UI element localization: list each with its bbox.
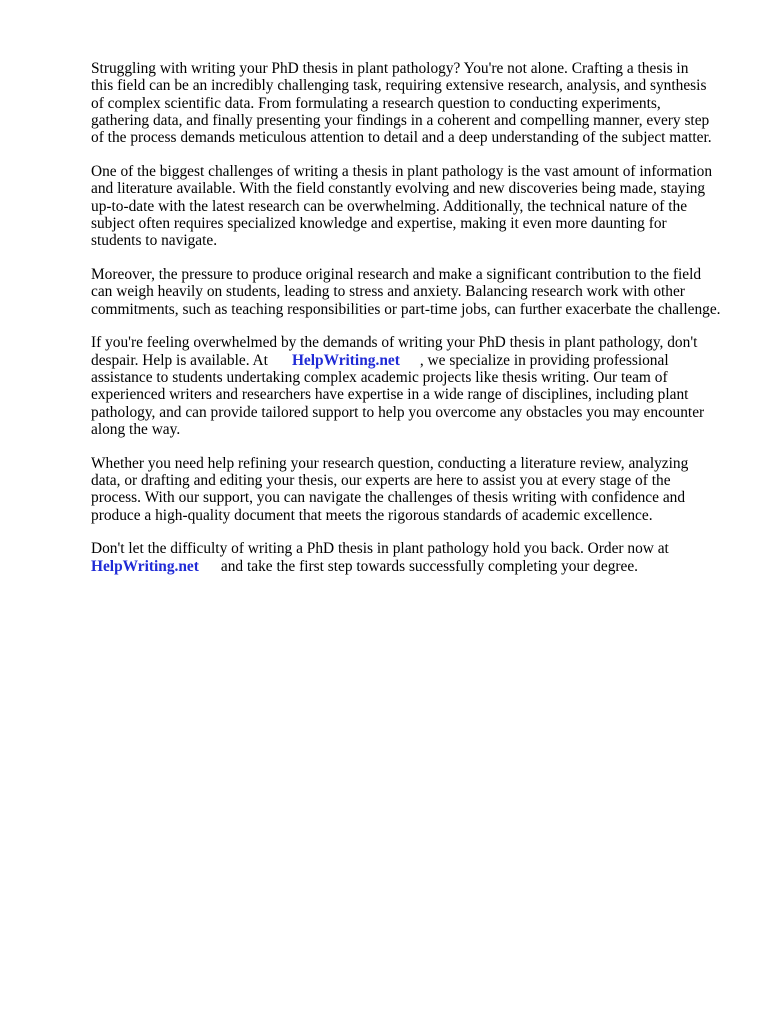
paragraph-text: despair. Help is available. At bbox=[91, 351, 268, 369]
paragraph-line: process. With our support, you can navigate the challenges of thesis writing with confidence and bbox=[91, 489, 686, 507]
paragraph-line: subject often requires specialized knowledge and expertise, making it even more daunting for bbox=[91, 214, 667, 232]
paragraph-line: of complex scientific data. From formulating a research question to conducting experiments, bbox=[91, 94, 661, 112]
paragraph-3 bbox=[91, 266, 741, 318]
helpwriting-link[interactable]: HelpWriting.net bbox=[291, 351, 400, 369]
paragraph-line: If you're feeling overwhelmed by the demands of writing your PhD thesis in plant pathology, don't bbox=[91, 334, 698, 352]
paragraph-line: gathering data, and finally presenting your findings in a coherent and compelling manner, every step bbox=[91, 111, 710, 129]
paragraph-line: data, or drafting and editing your thesis, our experts are here to assist you at every stage of the bbox=[91, 471, 671, 489]
paragraph-line-with-link bbox=[91, 558, 741, 575]
paragraph-line: experienced writers and researchers have expertise in a wide range of disciplines, including plant bbox=[91, 386, 689, 404]
paragraph-line: Moreover, the pressure to produce original research and make a significant contribution to the field bbox=[91, 265, 702, 283]
helpwriting-link[interactable]: HelpWriting.net bbox=[91, 557, 199, 575]
paragraph-line: Struggling with writing your PhD thesis in plant pathology? You're not alone. Crafting a thesis in bbox=[91, 60, 689, 77]
paragraph-line: One of the biggest challenges of writing a thesis in plant pathology is the vast amount of information bbox=[91, 162, 713, 180]
paragraph-text: and take the first step towards successfully completing your degree. bbox=[220, 557, 639, 575]
paragraph-5 bbox=[91, 455, 741, 524]
paragraph-line: and literature available. With the field constantly evolving and new discoveries being made, staying bbox=[91, 180, 706, 198]
paragraph-line: this field can be an incredibly challenging task, requiring extensive research, analysis, and synthesis bbox=[91, 77, 707, 95]
paragraph-line: along the way. bbox=[91, 420, 181, 438]
paragraph-line: pathology, and can provide tailored support to help you overcome any obstacles you may encounter bbox=[91, 403, 705, 421]
paragraph-line: Whether you need help refining your research question, conducting a literature review, analyzing bbox=[91, 454, 689, 472]
paragraph-6 bbox=[91, 540, 741, 575]
paragraph-4 bbox=[91, 334, 741, 438]
document-body bbox=[91, 60, 741, 591]
paragraph-line: of the process demands meticulous attention to detail and a deep understanding of the subject matter. bbox=[91, 129, 712, 147]
paragraph-line: up-to-date with the latest research can be overwhelming. Additionally, the technical nature of the bbox=[91, 197, 688, 215]
paragraph-text: , we specialize in providing professional bbox=[419, 351, 669, 369]
paragraph-line: produce a high-quality document that meets the rigorous standards of academic excellence. bbox=[91, 506, 653, 524]
paragraph-line: commitments, such as teaching responsibilities or part-time jobs, can further exacerbate the challenge. bbox=[91, 300, 721, 318]
paragraph-2 bbox=[91, 163, 741, 249]
paragraph-line: students to navigate. bbox=[91, 232, 218, 250]
paragraph-1 bbox=[91, 60, 741, 146]
paragraph-line: Don't let the difficulty of writing a PhD thesis in plant pathology hold you back. Order now at bbox=[91, 540, 669, 558]
paragraph-line-with-link bbox=[91, 352, 741, 369]
paragraph-line: can weigh heavily on students, leading to stress and anxiety. Balancing research work with other bbox=[91, 283, 685, 301]
paragraph-line: assistance to students undertaking complex academic projects like thesis writing. Our team of bbox=[91, 368, 668, 386]
